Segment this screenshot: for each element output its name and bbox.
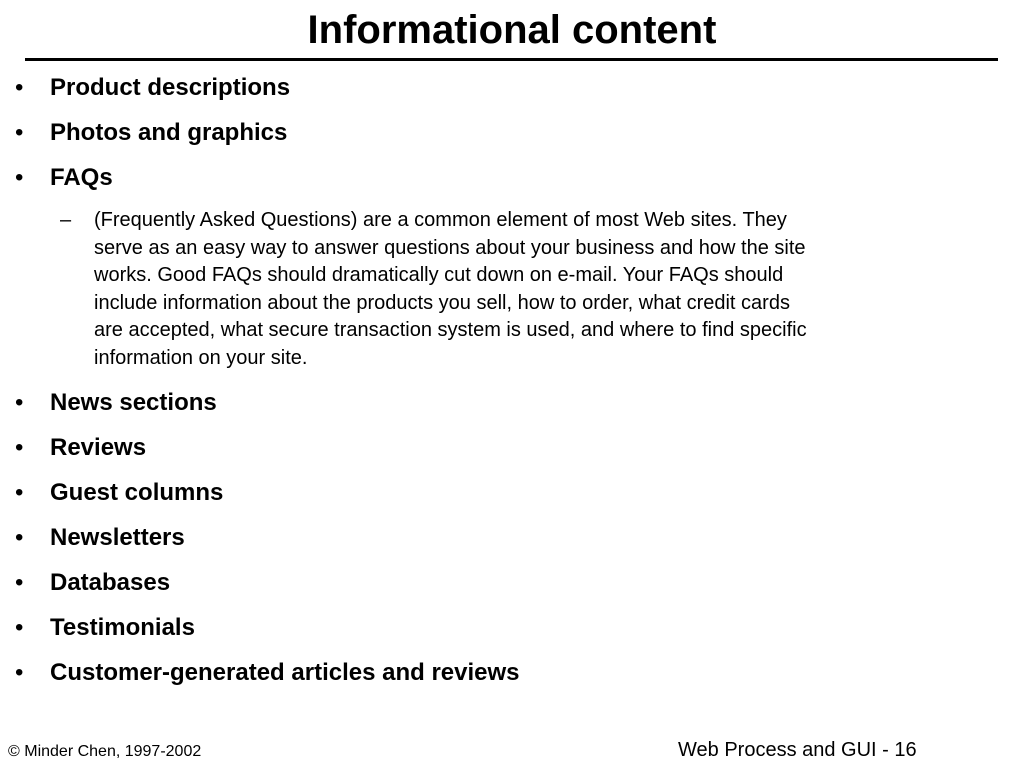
bullet-dot-icon: • — [15, 659, 24, 686]
bullet-item — [0, 432, 1024, 464]
page-number-footer: Web Process and GUI - 16 — [678, 739, 917, 761]
bullet-dot-icon: • — [15, 614, 24, 641]
bullet-item — [0, 612, 1024, 644]
title-underline — [25, 58, 998, 61]
bullet-item — [0, 522, 1024, 554]
faq-detail-line: (Frequently Asked Questions) are a common element of most Web sites. They — [94, 209, 787, 231]
bullet-text: Newsletters — [50, 524, 185, 551]
bullet-text: News sections — [50, 389, 217, 416]
bullet-dot-icon: • — [15, 74, 24, 101]
dash-icon: – — [60, 209, 72, 231]
bullet-text: Guest columns — [50, 479, 224, 506]
bullet-dot-icon: • — [15, 479, 24, 506]
bullet-dot-icon: • — [15, 389, 24, 416]
bullet-text: Customer-generated articles and reviews — [50, 659, 520, 686]
bullet-text: Product descriptions — [50, 74, 291, 101]
bullet-text: Photos and graphics — [50, 119, 288, 146]
faq-detail-line: works. Good FAQs should dramatically cut down on e-mail. Your FAQs should — [94, 264, 784, 286]
bullet-item — [0, 162, 1024, 194]
bullet-text: Reviews — [50, 434, 147, 461]
faq-detail-line: serve as an easy way to answer questions about your business and how the site — [94, 236, 806, 259]
faq-detail-line: include information about the products you sell, how to order, what credit cards — [94, 291, 790, 314]
bullet-text: Databases — [50, 569, 171, 596]
bullet-item — [0, 477, 1024, 509]
bullet-item — [0, 387, 1024, 419]
bullet-item — [0, 567, 1024, 599]
bullet-dot-icon: • — [15, 569, 24, 596]
bullet-dot-icon: • — [15, 434, 24, 461]
slide-title: Informational content — [307, 8, 717, 52]
bullet-item — [0, 657, 1024, 689]
faq-detail-line: information on your site. — [94, 346, 308, 369]
bullet-dot-icon: • — [15, 119, 24, 146]
bullet-text: Testimonials — [50, 614, 195, 641]
bullet-dot-icon: • — [15, 164, 24, 191]
bullet-item — [0, 117, 1024, 149]
faq-detail-line: are accepted, what secure transaction system is used, and where to find specific — [94, 319, 807, 341]
bullet-item — [0, 72, 1024, 104]
copyright-footer: © Minder Chen, 1997-2002 — [8, 743, 202, 760]
bullet-dot-icon: • — [15, 524, 24, 551]
bullet-text: FAQs — [50, 164, 113, 191]
